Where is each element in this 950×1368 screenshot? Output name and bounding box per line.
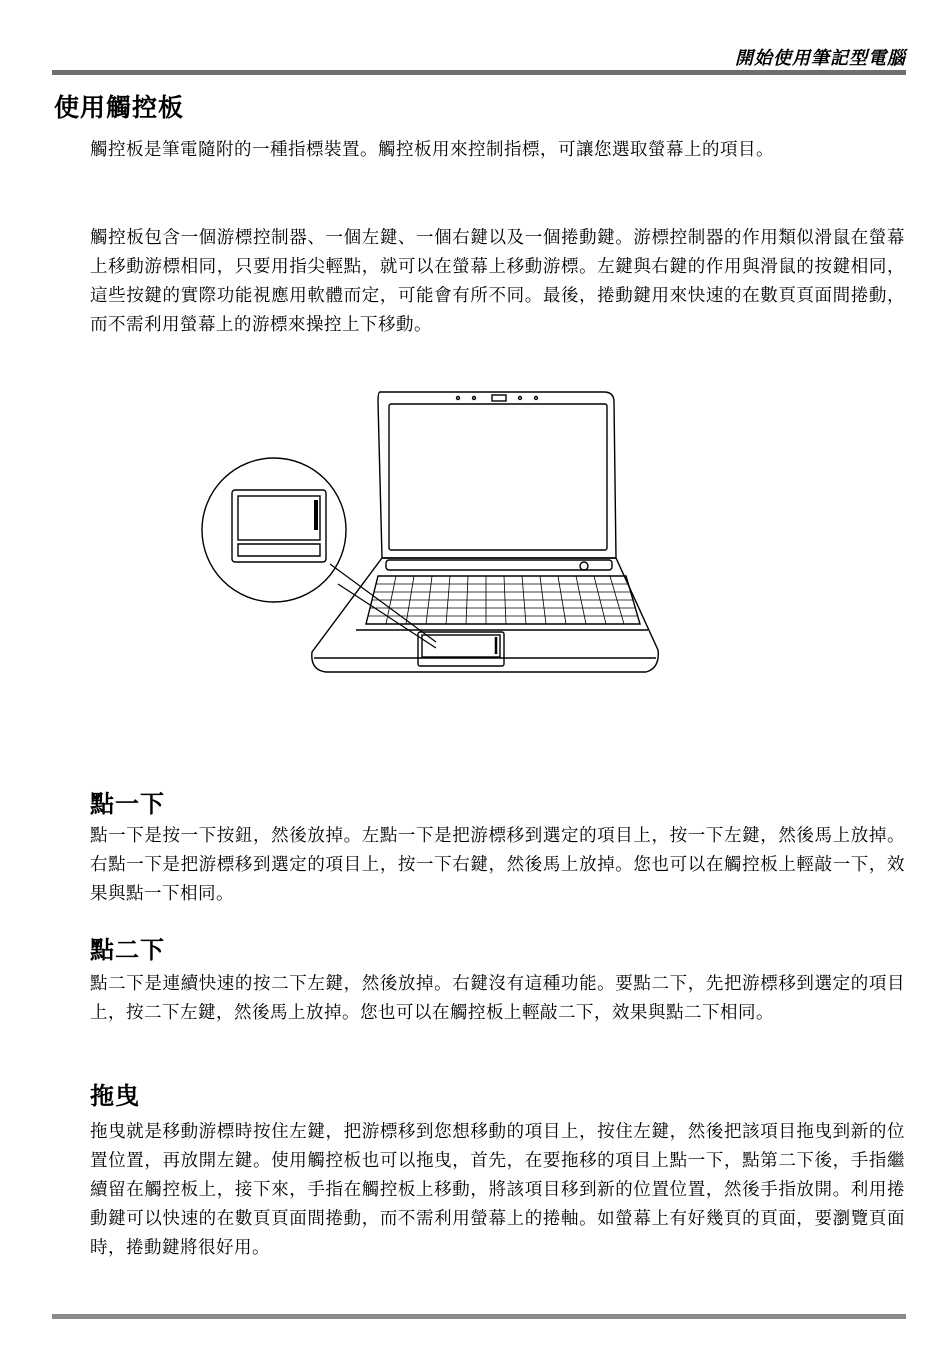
laptop-touchpad-illustration-icon [196,380,696,692]
section-title: 使用觸控板 [54,93,185,122]
subsection-text-drag: 拖曳就是移動游標時按住左鍵，把游標移到您想移動的項目上，按住左鍵，然後把該項目拖曳到新的位置位置，再放開左鍵。使用觸控板也可以拖曳，首先，在要拖移的項目上點一下，點第二下後，手指繼續留在觸控板上，接下來，手指在觸控板上移動，將該項目移到新的位置位置，然後手指放開。利用捲動鍵可以快速的在數頁頁面間捲動，而不需利用螢幕上的捲軸。如螢幕上有好幾頁的頁面，要瀏覽頁面時，捲動鍵將很好用。 [90,1122,905,1258]
intro-paragraph: 觸控板是筆電隨附的一種指標裝置。觸控板用來控制指標，可讓您選取螢幕上的項目。 [90,140,774,160]
subsection-text-double-click: 點二下是連續快速的按二下左鍵，然後放掉。右鍵沒有這種功能。要點二下，先把游標移到選定的項目上，按二下左鍵，然後馬上放掉。您也可以在觸控板上輕敲二下，效果與點二下相同。 [90,974,905,1023]
subsection-title-drag: 拖曳 [90,1082,140,1110]
bottom-rule [52,1314,906,1319]
subsection-text-click: 點一下是按一下按鈕，然後放掉。左點一下是把游標移到選定的項目上，按一下左鍵，然後馬上放掉。右點一下是把游標移到選定的項目上，按一下右鍵，然後馬上放掉。您也可以在觸控板上輕敲一下，效果與點一下相同。 [90,826,905,904]
top-rule [52,70,906,75]
subsection-title-double-click: 點二下 [90,936,165,964]
subsection-title-click: 點一下 [90,790,165,818]
touchpad-components-paragraph: 觸控板包含一個游標控制器、一個左鍵、一個右鍵以及一個捲動鍵。游標控制器的作用類似滑鼠在螢幕上移動游標相同，只要用指尖輕點，就可以在螢幕上移動游標。左鍵與右鍵的作用與滑鼠的按鍵相同，這些按鍵的實際功能視應用軟體而定，可能會有所不同。最後，捲動鍵用來快速的在數頁頁面間捲動，而不需利用螢幕上的游標來操控上下移動。 [90,228,905,335]
running-header: 開始使用筆記型電腦 [735,48,906,69]
